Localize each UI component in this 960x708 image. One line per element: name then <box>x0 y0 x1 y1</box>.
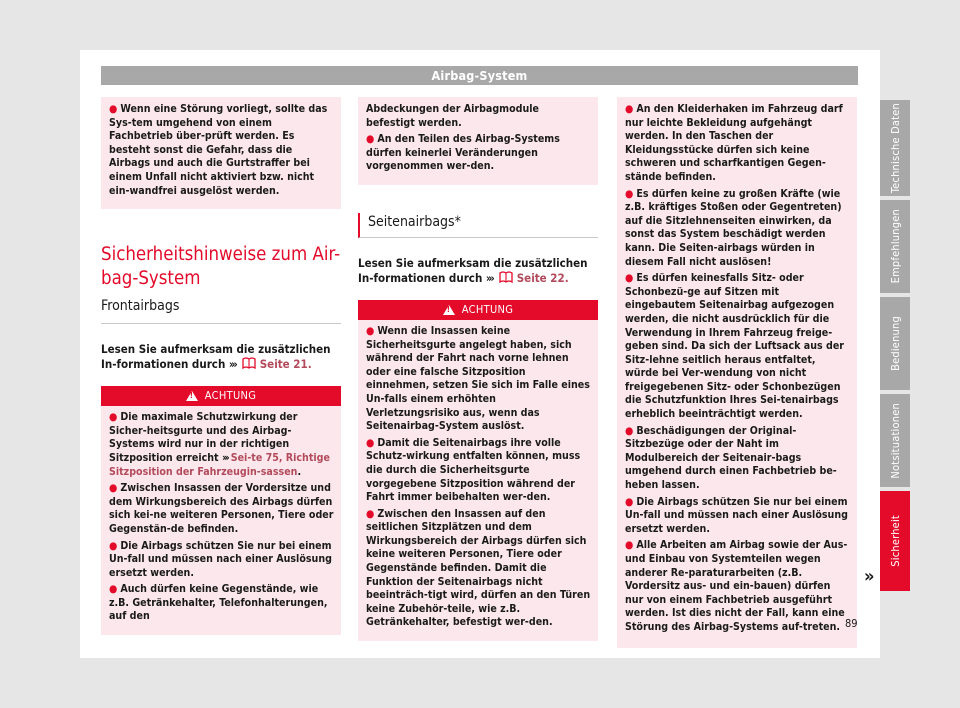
list-item: ● Die Airbags schützen Sie nur bei einem Un-fall und müssen nach einer Auslösung ersetzt werden. <box>109 539 332 579</box>
list-item: ● Wenn die Insassen keine Sicherheitsgurte angelegt haben, sich während der Fahrt nach vorne lehnen oder eine falsche Sitzposition einnehmen, setzen Sie sich im Falle eines Un-falls einem erhöhten Verletzungsrisiko aus, wenn das Seitenairbag-System auslöst. <box>366 324 590 433</box>
list-item-continuation: Abdeckungen der Airbagmodule befestigt werden. <box>366 103 539 129</box>
tab-sicherheit[interactable]: Sicherheit <box>880 491 910 591</box>
column-middle <box>358 97 598 641</box>
list-item: ● Auch dürfen keine Gegenstände, wie z.B. Getränkehalter, Telefonhalterungen, auf den <box>109 583 328 623</box>
warning-continuation-box <box>101 97 341 209</box>
page-title: Sicherheitshinweise zum Air- bag-System <box>101 244 341 290</box>
bullet-icon: ● <box>625 272 634 285</box>
page-reference-link[interactable]: Seite 21. <box>259 357 312 372</box>
bullet-icon: ● <box>366 324 375 337</box>
list-item: ● Zwischen Insassen der Vordersitze und dem Wirkungsbereich des Airbags dürfen sich kei-ne weiteren Personen, Tiere oder Gegenstän-de befinden. <box>109 482 334 535</box>
tab-empfehlungen[interactable]: Empfehlungen <box>880 200 910 293</box>
reference-arrows-icon: ››› <box>221 451 228 464</box>
list-item: ● Es dürfen keinesfalls Sitz- oder Schonbezü-ge auf Sitzen mit eingebautem Seitenairbag aufgezogen werden, die nicht ausdrücklich für die Verwendung in Ihrem Fahrzeug freige-geben sind. Da sich der Luftsack aus der Sitz-lehne seitlich heraus entfaltet, würde bei Ver-wendung von nicht freigegebenen Sitz- oder Schonbezügen die Schutzfunktion Ihres Sei-tenairbags erheblich beeinträchtigt werden. <box>625 272 844 421</box>
list-item: ● Die maximale Schutzwirkung der Sicher-heitsgurte und des Airbag-Systems wird nur in der richtigen Sitzposition erreicht ››› Sei-te 75, Richtige Sitzposition der Fahrzeugin-sassen. <box>109 411 330 478</box>
tab-notsituationen[interactable]: Notsituationen <box>880 394 910 487</box>
intro-paragraph: Lesen Sie aufmerksam die zusätzlichen In-formationen durch ››› Seite 21. <box>101 342 331 372</box>
list-item: ● Beschädigungen der Original-Sitzbezüge oder der Naht im Modulbereich der Seitenair-bags umgehend durch einen Fachbetrieb be-heben lassen. <box>625 424 837 492</box>
warning-triangle-icon <box>443 305 455 315</box>
list-item: ● Zwischen den Insassen auf den seitlichen Sitzplätzen und dem Wirkungsbereich der Airbags dürfen sich keine weiteren Personen, Tiere oder Gegenstände befinden. Damit die Funktion der Seitenairbags nicht beeinträch-tigt wird, dürfen an den Türen keine Zubehör-teile, wie z.B. Getränkehalter, befestigt wer-den. <box>366 507 591 629</box>
reference-arrows-icon: ››› <box>228 357 236 372</box>
bullet-icon: ● <box>625 103 634 115</box>
tab-bedienung[interactable]: Bedienung <box>880 297 910 390</box>
column-right <box>617 97 857 648</box>
chapter-tabs <box>880 100 910 595</box>
list-item: ● Alle Arbeiten am Airbag sowie der Aus- und Einbau von Systemteilen wegen anderer Re-paraturarbeiten (z.B. Vordersitz aus- und ein-bauen) dürfen nur von einem Fachbetrieb ausgeführt werden. Ist dies nicht der Fall, kann eine Störung des Airbag-Systems auf-treten. <box>625 539 848 633</box>
list-item: ● An den Kleiderhaken im Fahrzeug darf nur leichte Bekleidung aufgehängt werden. In den Taschen der Kleidungsstücke dürfen sich keine schweren und scharfkantigen Gegen-stände befinden. <box>625 103 843 183</box>
list-item: ● Damit die Seitenairbags ihre volle Schutz-wirkung entfalten können, muss die durch die Sicherheitsgurte vorgegebene Sitzposition während der Fahrt immer beibehalten wer-den. <box>366 436 581 504</box>
achtung-continuation-box <box>358 97 598 185</box>
cross-reference-link[interactable]: Sei-te 75, Richtige Sitzposition der Fahrzeugin-sassen <box>109 451 330 478</box>
achtung-continuation-box <box>617 97 857 648</box>
running-header: Airbag-System <box>101 66 858 85</box>
list-item: ● Wenn eine Störung vorliegt, sollte das Sys-tem umgehend von einem Fachbetrieb über-prüft werden. Es besteht sonst die Gefahr, dass die Airbags und auch die Gurtstraffer bei einem Unfall nicht aktiviert bzw. nicht ein-wandfrei ausgelöst werden. <box>109 103 328 197</box>
section-heading-seitenairbags: Seitenairbags* <box>358 213 598 238</box>
achtung-box-frontairbags <box>101 386 341 635</box>
continued-arrow-icon: » <box>864 566 875 587</box>
tab-technische-daten[interactable]: Technische Daten <box>880 100 910 196</box>
book-icon <box>242 357 256 369</box>
warning-triangle-icon <box>186 391 198 401</box>
bullet-icon: ● <box>625 424 634 437</box>
book-icon <box>499 271 513 283</box>
list-item: ● Die Airbags schützen Sie nur bei einem Un-fall und müssen nach einer Auslösung ersetzt werden. <box>625 495 848 535</box>
bullet-icon: ● <box>366 507 375 520</box>
achtung-header: !ACHTUNG <box>101 386 341 406</box>
page-reference-link[interactable]: Seite 22. <box>516 270 569 285</box>
bullet-icon: ● <box>109 539 118 552</box>
bullet-icon: ● <box>625 495 634 508</box>
section-frontairbags <box>101 243 341 635</box>
achtung-header: !ACHTUNG <box>358 300 598 320</box>
bullet-icon: ● <box>109 482 118 495</box>
list-item: ● An den Teilen des Airbag-Systems dürfen keinerlei Veränderungen vorgenommen wer-den. <box>366 133 560 173</box>
column-left <box>101 97 341 635</box>
bullet-icon: ● <box>366 436 375 449</box>
intro-paragraph: Lesen Sie aufmerksam die zusätzlichen In-formationen durch ››› Seite 22. <box>358 255 588 285</box>
page-number: 89 <box>845 617 858 630</box>
list-item: ● Es dürfen keine zu großen Kräfte (wie z.B. kräftiges Stoßen oder Gegentreten) auf die Sitzlehnenseiten einwirken, da sonst das System beschädigt werden kann. Die Seiten-airbags würden in diesem Fall nicht auslösen! <box>625 187 842 268</box>
bullet-icon: ● <box>109 411 118 424</box>
bullet-icon: ● <box>109 583 118 596</box>
subheading-frontairbags: Frontairbags <box>101 297 341 324</box>
achtung-box-seitenairbags <box>358 300 598 641</box>
reference-arrows-icon: ››› <box>485 270 493 285</box>
bullet-icon: ● <box>625 187 634 200</box>
bullet-icon: ● <box>625 539 634 552</box>
bullet-icon: ● <box>109 103 118 115</box>
bullet-icon: ● <box>366 133 375 146</box>
